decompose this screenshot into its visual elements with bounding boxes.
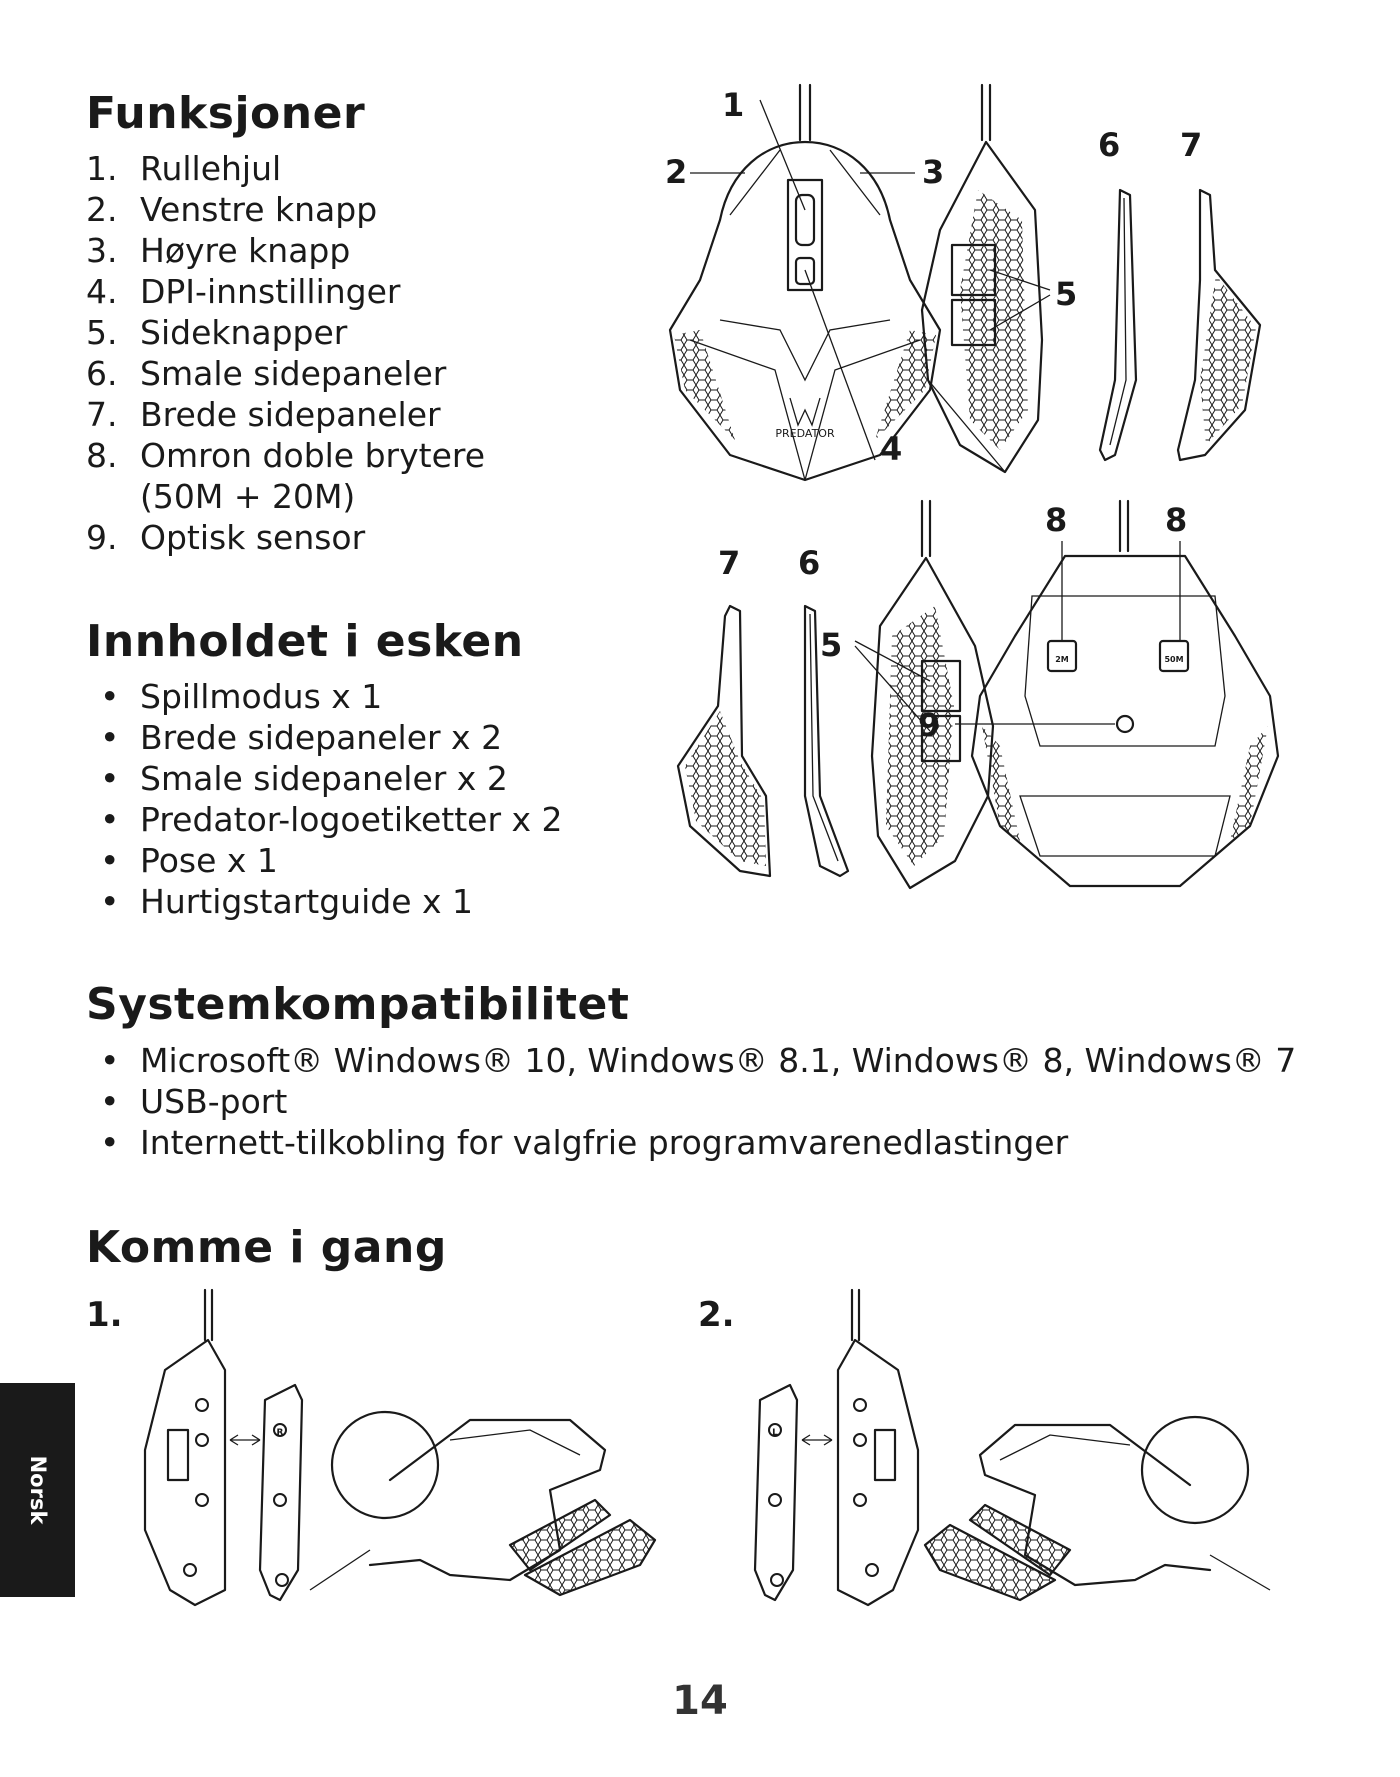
- mouse-bottom-view: [972, 501, 1278, 886]
- mouse-side-view: [872, 501, 993, 888]
- predator-logo-text: PREDATOR: [775, 427, 835, 440]
- callout-4: 4: [880, 430, 903, 468]
- callout-7: 7: [1180, 126, 1203, 164]
- list-item: • Smale sidepaneler x 2: [100, 759, 508, 798]
- language-label: Norsk: [25, 1455, 50, 1525]
- step-2-illustration: [740, 1290, 1280, 1610]
- list-item: 6. Smale sidepaneler: [86, 354, 447, 393]
- panel-marker: R: [276, 1428, 284, 1438]
- callout-3: 3: [922, 153, 945, 191]
- callout-5: 5: [1055, 275, 1078, 313]
- wide-side-panel: [1178, 190, 1260, 460]
- switch-label-right: 50M: [1164, 655, 1184, 664]
- features-list: [86, 148, 485, 558]
- callout-1: 1: [722, 86, 745, 124]
- callout-8a: 8: [1045, 501, 1068, 539]
- features-heading: Funksjoner: [86, 88, 366, 139]
- list-item: • Microsoft® Windows® 10, Windows® 8.1, Windows® 8, Windows® 7: [100, 1041, 1297, 1080]
- step-1-label: 1.: [86, 1295, 123, 1335]
- page-number: 14: [672, 1678, 728, 1724]
- list-item: 1. Rullehjul: [86, 149, 282, 188]
- mouse-features-diagram-bottom: [660, 496, 1320, 916]
- list-item: 8. Omron doble brytere: [86, 436, 486, 475]
- list-item: • Pose x 1: [100, 841, 278, 880]
- callout-5: 5: [820, 626, 843, 664]
- mouse-side-view: [838, 1290, 918, 1605]
- step-1-illustration: [130, 1290, 670, 1610]
- box-contents-list: [86, 676, 563, 922]
- getting-started-heading: Komme i gang: [86, 1222, 447, 1273]
- list-item: 4. DPI-innstillinger: [86, 272, 401, 311]
- panel-marker: L: [772, 1428, 778, 1438]
- list-item: 5. Sideknapper: [86, 313, 348, 352]
- language-side-tab: [0, 1383, 75, 1597]
- callout-9: 9: [918, 706, 941, 744]
- callout-6: 6: [798, 544, 821, 582]
- wide-side-panel: [678, 606, 770, 876]
- list-item: • Spillmodus x 1: [100, 677, 383, 716]
- mouse-with-panels-view: [310, 1412, 655, 1595]
- mouse-side-view: [145, 1290, 225, 1605]
- callout-6: 6: [1098, 126, 1121, 164]
- callout-2: 2: [665, 153, 688, 191]
- list-item: 7. Brede sidepaneler: [86, 395, 441, 434]
- list-item: (50M + 20M): [140, 477, 356, 516]
- list-item: • Internett-tilkobling for valgfrie programvarenedlastinger: [100, 1123, 1069, 1162]
- callout-7: 7: [718, 544, 741, 582]
- mouse-features-diagram-top: [660, 80, 1320, 500]
- list-item: • USB-port: [100, 1082, 288, 1121]
- list-item: 3. Høyre knapp: [86, 231, 351, 270]
- list-item: • Brede sidepaneler x 2: [100, 718, 503, 757]
- compatibility-list: [86, 1040, 1296, 1163]
- list-item: • Predator-logoetiketter x 2: [100, 800, 563, 839]
- narrow-side-panel: [755, 1385, 797, 1600]
- list-item: 2. Venstre knapp: [86, 190, 378, 229]
- compatibility-heading: Systemkompatibilitet: [86, 979, 630, 1030]
- list-item: • Hurtigstartguide x 1: [100, 882, 473, 921]
- callout-8b: 8: [1165, 501, 1188, 539]
- narrow-side-panel: [260, 1385, 302, 1600]
- switch-label-left: 2M: [1055, 655, 1069, 664]
- step-2-label: 2.: [698, 1295, 735, 1335]
- narrow-side-panel: [1100, 190, 1136, 460]
- box-contents-heading: Innholdet i esken: [86, 616, 524, 667]
- list-item: 9. Optisk sensor: [86, 518, 366, 557]
- mouse-with-panels-view: [925, 1417, 1270, 1600]
- mouse-side-view: [922, 85, 1042, 472]
